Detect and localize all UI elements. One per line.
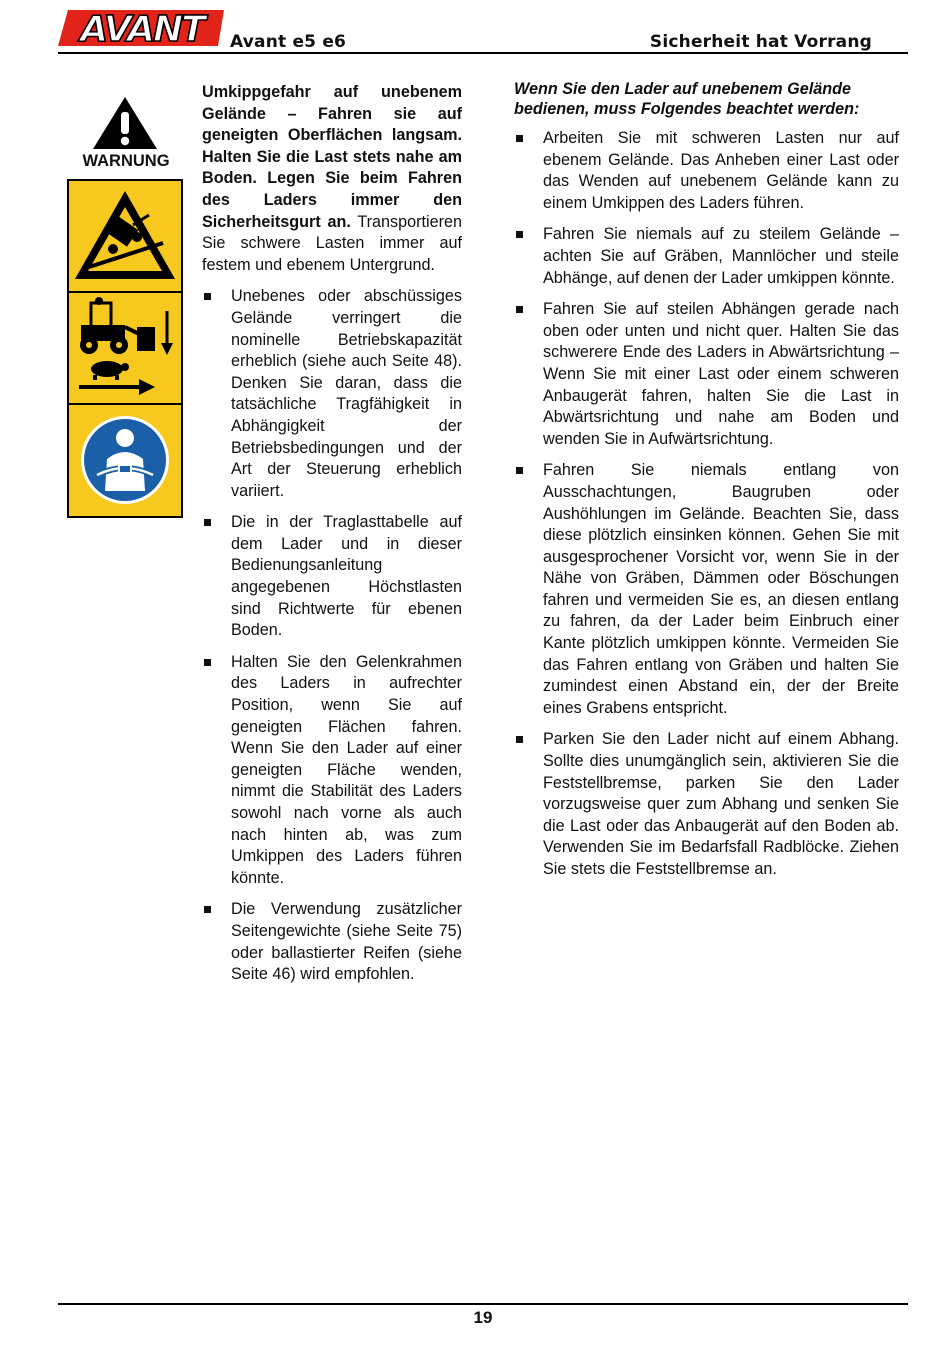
footer-divider: [58, 1303, 908, 1305]
right-column: [514, 79, 899, 891]
bullet-icon: [516, 231, 523, 238]
middle-column: [202, 82, 462, 996]
list-item: [514, 128, 899, 214]
list-item-text: Fahren Sie auf steilen Abhängen gerade nach oben oder unten und nicht quer. Halten Sie das schwerere Ende des Laders in Abwärtsrichtung – Wenn Sie mit einer Last oder einem schweren Anbaugerät fahren, halten Sie die Last in Abwärtsrichtung und nahe am Boden und wenden Sie in Aufwärtsrichtung.: [543, 300, 899, 448]
list-item-text: Fahren Sie niemals entlang von Ausschachtungen, Baugruben oder Aushöhlungen im Gelände. Beachten Sie, dass diese plötzlich einsinken können. Gehen Sie mit ausgesprochener Vorsicht vor, wenn Sie in der Nähe von Gräben, Dämmen oder Böschungen fahren und vermeiden Sie es, an diesen entlang zu fahren, da der Lader beim Einbruch einer Kante plötzlich umkippen könnte. Vermeiden Sie das Fahren entlang von Gräben und halten Sie zumindest einen Abstand ein, der der Breite eines Grabens entspricht.: [543, 461, 899, 717]
list-item: [202, 286, 462, 502]
header-divider: [58, 52, 908, 54]
avant-logo: [58, 8, 226, 48]
bullet-icon: [204, 659, 211, 666]
list-item: [514, 224, 899, 289]
list-item: [202, 512, 462, 642]
list-item-text: Parken Sie den Lader nicht auf einem Abhang. Sollte dies unumgänglich sein, aktivieren Sie die Feststellbremse, parken Sie den Lader vorzugsweise quer zum Abhang und senken Sie die Last oder das Anbaugerät auf den Boden ab. Verwenden Sie im Bedarfsfall Radblöcke. Ziehen Sie stets die Feststellbremse an.: [543, 730, 899, 878]
list-item: [514, 299, 899, 450]
bullet-icon: [204, 293, 211, 300]
list-item-text: Unebenes oder abschüssiges Gelände verringert die nominelle Betriebskapazität erheblich (siehe auch Seite 48). Denken Sie daran, dass die tatsächliche Tragfähigkeit in Abhängigkeit der Betriebsbedingungen und der Art der Steuerung erheblich variiert.: [231, 287, 462, 500]
list-item-text: Die in der Traglasttabelle auf dem Lader und in dieser Bedienungsanleitung angegebenen Höchstlasten sind Richtwerte für ebenen Boden.: [231, 513, 462, 640]
page-number: 19: [473, 1308, 493, 1327]
bullet-icon: [516, 467, 523, 474]
bullet-icon: [204, 906, 211, 913]
warning-lead-text: Transportieren Sie schwere Lasten immer auf festem und ebenem Untergrund.: [202, 212, 462, 274]
header-section-title: Sicherheit hat Vorrang: [649, 32, 872, 52]
bullet-icon: [204, 519, 211, 526]
bullet-icon: [516, 135, 523, 142]
list-item-text: Halten Sie den Gelenkrahmen des Laders in aufrechter Position, wenn Sie auf geneigten Flächen fahren. Wenn Sie den Lader auf einer geneigten Fläche wenden, nimmt die Stabilität des Laders sowohl nach vorne als auch nach hinten ab, was zum Umkippen des Laders führen könnte.: [231, 652, 462, 887]
warning-lead-bold: Umkippgefahr auf unebenem Gelände – Fahren sie auf geneigten Oberflächen langsam. Halten Sie die Last stets nahe am Boden. Legen Sie beim Fahren des Laders immer den Sicherheitsgurt an.: [202, 83, 462, 231]
list-item: [514, 729, 899, 880]
page-header: [58, 8, 908, 54]
bullet-icon: [516, 306, 523, 313]
bullet-icon: [516, 736, 523, 743]
warning-triangle-icon: [91, 95, 159, 151]
list-item: [202, 899, 462, 985]
section-heading: Wenn Sie den Lader auf unebenem Gelände bedienen, muss Folgendes beachtet werden:: [514, 80, 860, 118]
seatbelt-mandatory-icon: [81, 416, 169, 504]
list-item: [202, 652, 462, 890]
logo-text: AVANT: [80, 9, 204, 48]
warning-lead-paragraph: [202, 82, 462, 276]
safety-sign-panel: [67, 179, 183, 518]
list-item-text: Fahren Sie niemals auf zu steilem Gelände – achten Sie auf Gräben, Mannlöcher und steile Abhänge, auf denen der Lader umkippen könnte.: [543, 225, 899, 287]
warning-label: WARNUNG: [82, 152, 170, 170]
list-item: [514, 460, 899, 719]
header-model: Avant e5 e6: [230, 32, 347, 52]
list-item-text: Arbeiten Sie mit schweren Lasten nur auf ebenem Gelände. Das Anheben einer Last oder das Wenden auf unebenem Gelände kann zu einem Umkippen des Laders führen.: [543, 129, 899, 212]
list-item-text: Die Verwendung zusätzlicher Seitengewichte (siehe Seite 75) oder ballastierter Reifen (siehe Seite 46) wird empfohlen.: [231, 900, 462, 984]
